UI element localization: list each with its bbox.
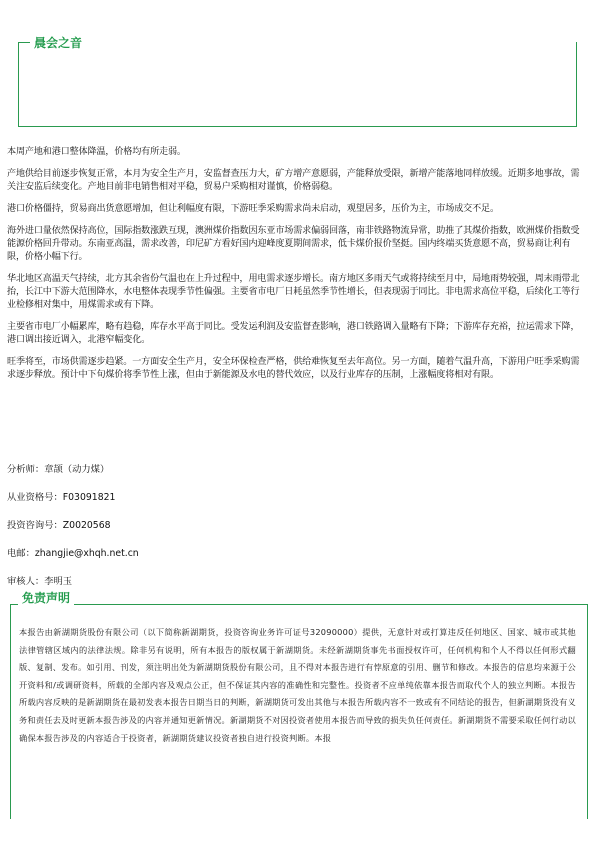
- disclaimer-title: 免责声明: [18, 589, 74, 606]
- report-body: [7, 146, 582, 391]
- qualification-number: 从业资格号：F03091821: [7, 492, 116, 503]
- paragraph-demand: 华北地区高温天气持续，北方其余省份气温也在上升过程中，用电需求逐步增长。南方地区多雨天气或将持续至月中，局地雨势较强，周末雨带北抬，长江中下游大范围降水，水电整体表现季节性偏强。主要省市电厂日耗虽然季节性增长，但表现弱于同比。非电需求高位平稳，后续化工等行业检修相对集中，用煤需求或有下降。: [7, 274, 580, 310]
- morning-section-title: 晨会之音: [30, 34, 86, 51]
- paragraph-inventory: 主要省市电厂小幅累库，略有趋稳，库存水平高于同比。受发运利润及安监督查影响，港口铁路调入量略有下降；下游库存充裕，拉运需求下降，港口调出接近调入，北港窄幅变化。: [7, 322, 580, 345]
- paragraph-port: 港口价格僵持，贸易商出货意愿增加，但让利幅度有限，下游旺季采购需求尚未启动，观望居多，压价为主，市场成交不足。: [7, 204, 499, 214]
- paragraph-imports: 海外进口量依然保持高位，国际指数涨跌互现，澳洲煤价指数因东亚市场需求偏弱回落，南非铁路物流异常，助推了其煤价指数，欧洲煤价指数受能源价格回升带动。东南亚高温，需求改善，印尼矿方看好国内迎峰度夏期间需求，低卡煤价报价坚挺。国内终端买货意愿不高，贸易商让利有限，价格小幅下行。: [7, 226, 580, 262]
- paragraph-summary: 本周产地和港口整体降温，价格均有所走弱。: [7, 147, 186, 157]
- analyst-email: 电邮：zhangjie@xhqh.net.cn: [7, 548, 139, 559]
- paragraph-production: 产地供给目前逐步恢复正常，本月为安全生产月，安监督查压力大，矿方增产意愿弱，产能释放受限，新增产能落地同样放缓。近期多地事故，需关注安监后续变化。产地目前非电销售相对平稳，贸易户采购相对谨慎，价格弱稳。: [7, 169, 580, 192]
- analyst-name: 分析师：章颉（动力煤）: [7, 464, 110, 475]
- consult-number: 投资咨询号：Z0020568: [7, 520, 111, 531]
- reviewer-name: 审核人：李明玉: [7, 576, 73, 587]
- disclaimer-text: 本报告由新湖期货股份有限公司（以下简称新湖期货，投资咨询业务许可证号32090000）提供，无意针对或打算违反任何地区、国家、城市或其他法律管辖区域内的法律法规。除非另有说明，所有本报告的版权属于新湖期货。未经新湖期货事先书面授权许可，任何机构和个人不得以任何形式翻版、复制、发布。如引用、刊发，须注明出处为新湖期货股份有限公司，且不得对本报告进行有悖原意的引用、删节和修改。本报告的信息均来源于公开资料和/或调研资料，所载的全部内容及观点公正，但不保证其内容的准确性和完整性。投资者不应单纯依靠本报告而取代个人的独立判断。本报告所载内容反映的是新湖期货在最初发表本报告日期当日的判断，新湖期货可发出其他与本报告所载内容不一致或有不同结论的报告，但新湖期货没有义务和责任去及时更新本报告涉及的内容并通知更新情况。新湖期货不对因投资者使用本报告而导致的损失负任何责任。新湖期货不需要采取任何行动以确保本报告涉及的内容适合于投资者，新湖期货建议投资者独自进行投资判断。本报: [19, 627, 576, 743]
- morning-section-frame: [18, 42, 577, 127]
- paragraph-outlook: 旺季将至，市场供需逐步趋紧。一方面安全生产月，安全环保检查严格，供给难恢复至去年高位。另一方面，随着气温升高，下游用户旺季采购需求逐步释放。预计中下旬煤价将季节性上涨，但由于新能源及水电的替代效应，以及行业库存的压制，上涨幅度将相对有限。: [7, 357, 580, 380]
